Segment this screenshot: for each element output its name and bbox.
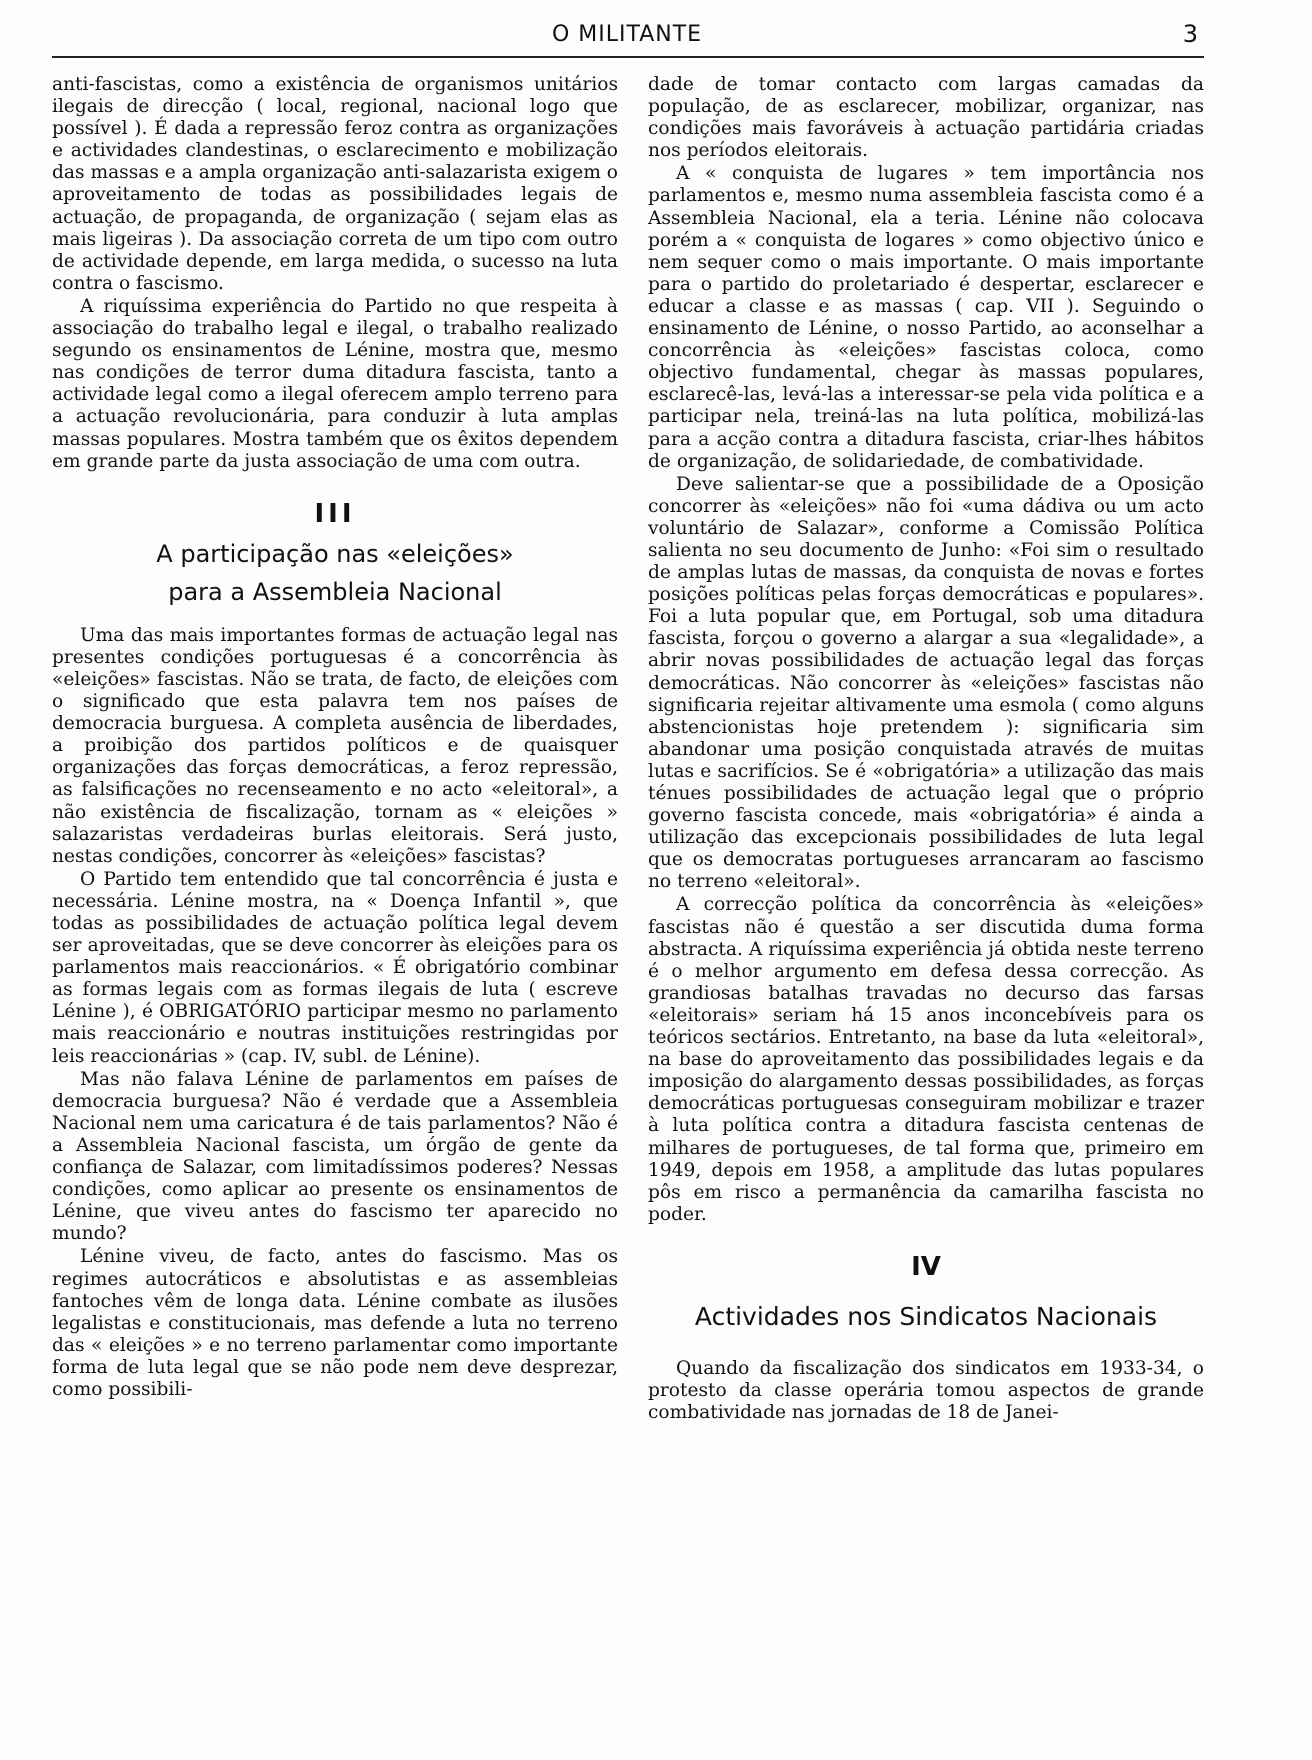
right-column <box>648 74 1204 1424</box>
header-rule <box>52 56 1204 58</box>
paragraph: Mas não falava Lénine de parlamentos em países de democracia burguesa? Não é verdade que a Assembleia Nacional nem uma caricatura é de tais parlamentos? Não é a Assembleia Nacional fascista, um órgão de gente da confiança de Salazar, com limitadíssimos poderes? Nessas condições, como aplicar ao presente os ensinamentos de Lénine, que viveu antes do fascismo ter aparecido no mundo? <box>52 1068 618 1245</box>
paragraph: Uma das mais importantes formas de actuação legal nas presentes condições portuguesas é a concorrência às «eleições» fascistas. Não se trata, de facto, de eleições com o significado que esta palavra tem nos países de democracia burguesa. A completa ausência de liberdades, a proibição dos partidos políticos e de quaisquer organizações das forças democráticas, a feroz repressão, as falsificações no recenseamento e no acto «eleitoral», a não existência de fiscalização, tornam as « eleições » salazaristas verdadeiras burlas eleitorais. Será justo, nestas condições, concorrer às «eleições» fascistas? <box>52 624 618 867</box>
left-column <box>52 74 618 1401</box>
section-heading-line: A participação nas «eleições» <box>156 539 514 568</box>
section-heading: Actividades nos Sindicatos Nacionais <box>694 1301 1158 1331</box>
paragraph: A correcção política da concorrência às «eleições» fascistas não é questão a ser discutida duma forma abstracta. A riquíssima experiência já obtida neste terreno é o melhor argumento em defesa dessa correcção. As grandiosas batalhas travadas no decurso das farsas «eleitorais» seriam há 15 anos inconcebíveis para os teóricos sectários. Entretanto, na base da luta «eleitoral», na base do aproveitamento das possibilidades legais e da imposição do alargamento dessas possibilidades, as forças democráticas portuguesas conseguiram mobilizar e trazer à luta política contra a ditadura fascista centenas de milhares de portugueses, de tal forma que, primeiro em 1949, depois em 1958, a amplitude das lutas populares pôs em risco a permanência da camarilha fascista no poder. <box>648 894 1204 1225</box>
paragraph: Lénine viveu, de facto, antes do fascismo. Mas os regimes autocráticos e absolutistas e as assembleias fantoches vêm de longa data. Lénine combate as ilusões legalistas e constitucionais, mas defende a luta no terreno das « eleições » e no terreno parlamentar como importante forma de luta legal que se não pode nem deve desprezar, como possibili- <box>52 1246 618 1400</box>
paragraph: anti-fascistas, como a existência de organismos unitários ilegais de direcção ( local, regional, nacional logo que possível ). É dada a repressão feroz contra as organizações e actividades clandestinas, o esclarecimento e mobilização das massas e a ampla organização anti-salazarista exigem o aproveitamento de todas as possibilidades legais de actuação, de propaganda, de organização ( sejam elas as mais ligeiras ). Da associação correta de um tipo com outro de actividade depende, em larga medida, o sucesso na luta contra o fascismo. <box>52 74 618 294</box>
section-heading-line: para a Assembleia Nacional <box>168 577 502 606</box>
paragraph: dade de tomar contacto com largas camadas da população, de as esclarecer, mobilizar, organizar, nas condições mais favoráveis à actuação partidária criadas nos períodos eleitorais. <box>648 74 1204 162</box>
section-numeral: IV <box>911 1251 941 1282</box>
publication-title: O MILITANTE <box>551 22 703 47</box>
paragraph: A « conquista de lugares » tem importância nos parlamentos e, mesmo numa assembleia fascista como é a Assembleia Nacional, ela a teria. Lénine não colocava porém a « conquista de logares » como objectivo único e nem sequer como o mais importante. O mais importante para o partido do proletariado é despertar, esclarecer e educar a classe e as massas ( cap. VII ). Seguindo o ensinamento de Lénine, o nosso Partido, ao aconselhar a concorrência às «eleições» fascistas coloca, como objectivo fundamental, chegar às massas populares, esclarecê-las, levá-las a interessar-se pela vida política e a participar nela, treiná-las na luta política, mobilizá-las para a acção contra a ditadura fascista, criar-lhes hábitos de organização, de solidariedade, de combatividade. <box>648 163 1204 472</box>
paragraph: Deve salientar-se que a possibilidade de a Oposição concorrer às «eleições» não foi «uma dádiva ou um acto voluntário de Salazar», conforme a Comissão Política salienta no seu documento de Junho: «Foi sim o resultado de amplas lutas de massas, da conquista de novas e fortes posições políticas pelas forças democráticas e populares». Foi a luta popular que, em Portugal, sob uma ditadura fascista, forçou o governo a alargar a sua «legalidade», a abrir novas possibilidades de actuação legal das forças democráticas. Não concorrer às «eleições» fascistas não significaria rejeitar altivamente uma esmola ( como alguns abstencionistas hoje pretendem ): significaria sim abandonar uma posição conquistada através de muitas lutas e sacrifícios. Se é «obrigatória» a utilização das mais ténues possibilidades de actuação legal que o próprio governo fascista concede, mais «obrigatória» é ainda a utilização das excepcionais possibilidades de luta legal que os democratas portugueses arrancaram ao fascismo no terreno «eleitoral». <box>648 473 1204 893</box>
section-numeral: III <box>314 498 356 529</box>
paragraph: Quando da fiscalização dos sindicatos em 1933-34, o protesto da classe operária tomou aspectos de grande combatividade nas jornadas de 18 de Janei- <box>648 1357 1204 1424</box>
paragraph: O Partido tem entendido que tal concorrência é justa e necessária. Lénine mostra, na « Doença Infantil », que todas as possibilidades de actuação política legal devem ser aproveitadas, que se deve concorrer às eleições para os parlamentos mais reaccionários. « É obrigatório combinar as formas legais com as formas ilegais de luta ( escreve Lénine ), é OBRIGATÓRIO participar mesmo no parlamento mais reaccionário e noutras instituições restringidas por leis reaccionárias » (cap. IV, subl. de Lénine). <box>52 868 618 1067</box>
paragraph: A riquíssima experiência do Partido no que respeita à associação do trabalho legal e ilegal, o trabalho realizado segundo os ensinamentos de Lénine, mostra que, mesmo nas condições de terror duma ditadura fascista, tanto a actividade legal como a ilegal oferecem amplo terreno para a actuação revolucionária, para conduzir à luta amplas massas populares. Mostra também que os êxitos dependem em grande parte da justa associação de uma com outra. <box>52 295 618 472</box>
section-heading <box>52 535 618 611</box>
page-header <box>52 20 1202 54</box>
page-number: 3 <box>1182 20 1198 48</box>
